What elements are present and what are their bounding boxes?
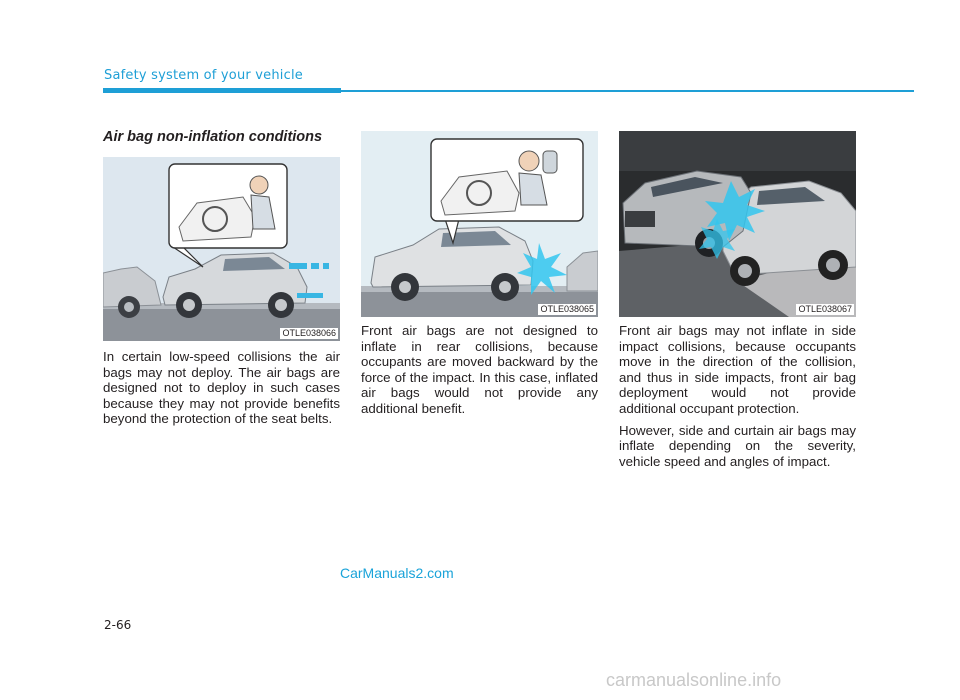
watermark-link[interactable]: CarManuals2.com [340, 565, 454, 581]
figure-code: OTLE038066 [282, 328, 336, 338]
figure-code: OTLE038067 [798, 304, 852, 314]
side-curtain-paragraph: However, side and curtain air bags may inflate depending on the severity, vehicle speed and angles of impact. [619, 422, 856, 469]
middle-column-text [361, 323, 598, 423]
rear-collision-paragraph: Front air bags are not designed to inflate in rear collisions, because occupants are moved backward by the force of the impact. In this case, inflated air bags would not provide any additional benefit. [361, 323, 598, 416]
page-number: 2-66 [104, 618, 132, 632]
section-heading: Air bag non-inflation conditions [103, 129, 323, 145]
figure-code: OTLE038065 [540, 304, 594, 314]
figure-rear-collision [361, 131, 598, 317]
footer-site-mark: carmanualsonline.info [606, 670, 782, 690]
side-impact-illustration [619, 131, 856, 317]
low-speed-collision-illustration [103, 157, 340, 341]
right-column-text [619, 323, 856, 475]
figure-low-speed-collision [103, 157, 340, 341]
figure-side-impact [619, 131, 856, 317]
low-speed-paragraph: In certain low-speed collisions the air bags may not deploy. The air bags are designed not to deploy in such cases because they may not provide benefits beyond the protection of the seat belts. [103, 349, 340, 427]
rear-collision-illustration [361, 131, 598, 317]
side-impact-paragraph: Front air bags may not inflate in side impact collisions, because occupants move in the direction of the collision, and thus in side impacts, front air bag deployment would not provide additional occupant protection. [619, 323, 856, 416]
header-rule-thick [103, 88, 341, 93]
left-column-text [103, 349, 340, 433]
section-header-title: Safety system of your vehicle [104, 68, 303, 83]
header-rule-thin [341, 90, 914, 92]
